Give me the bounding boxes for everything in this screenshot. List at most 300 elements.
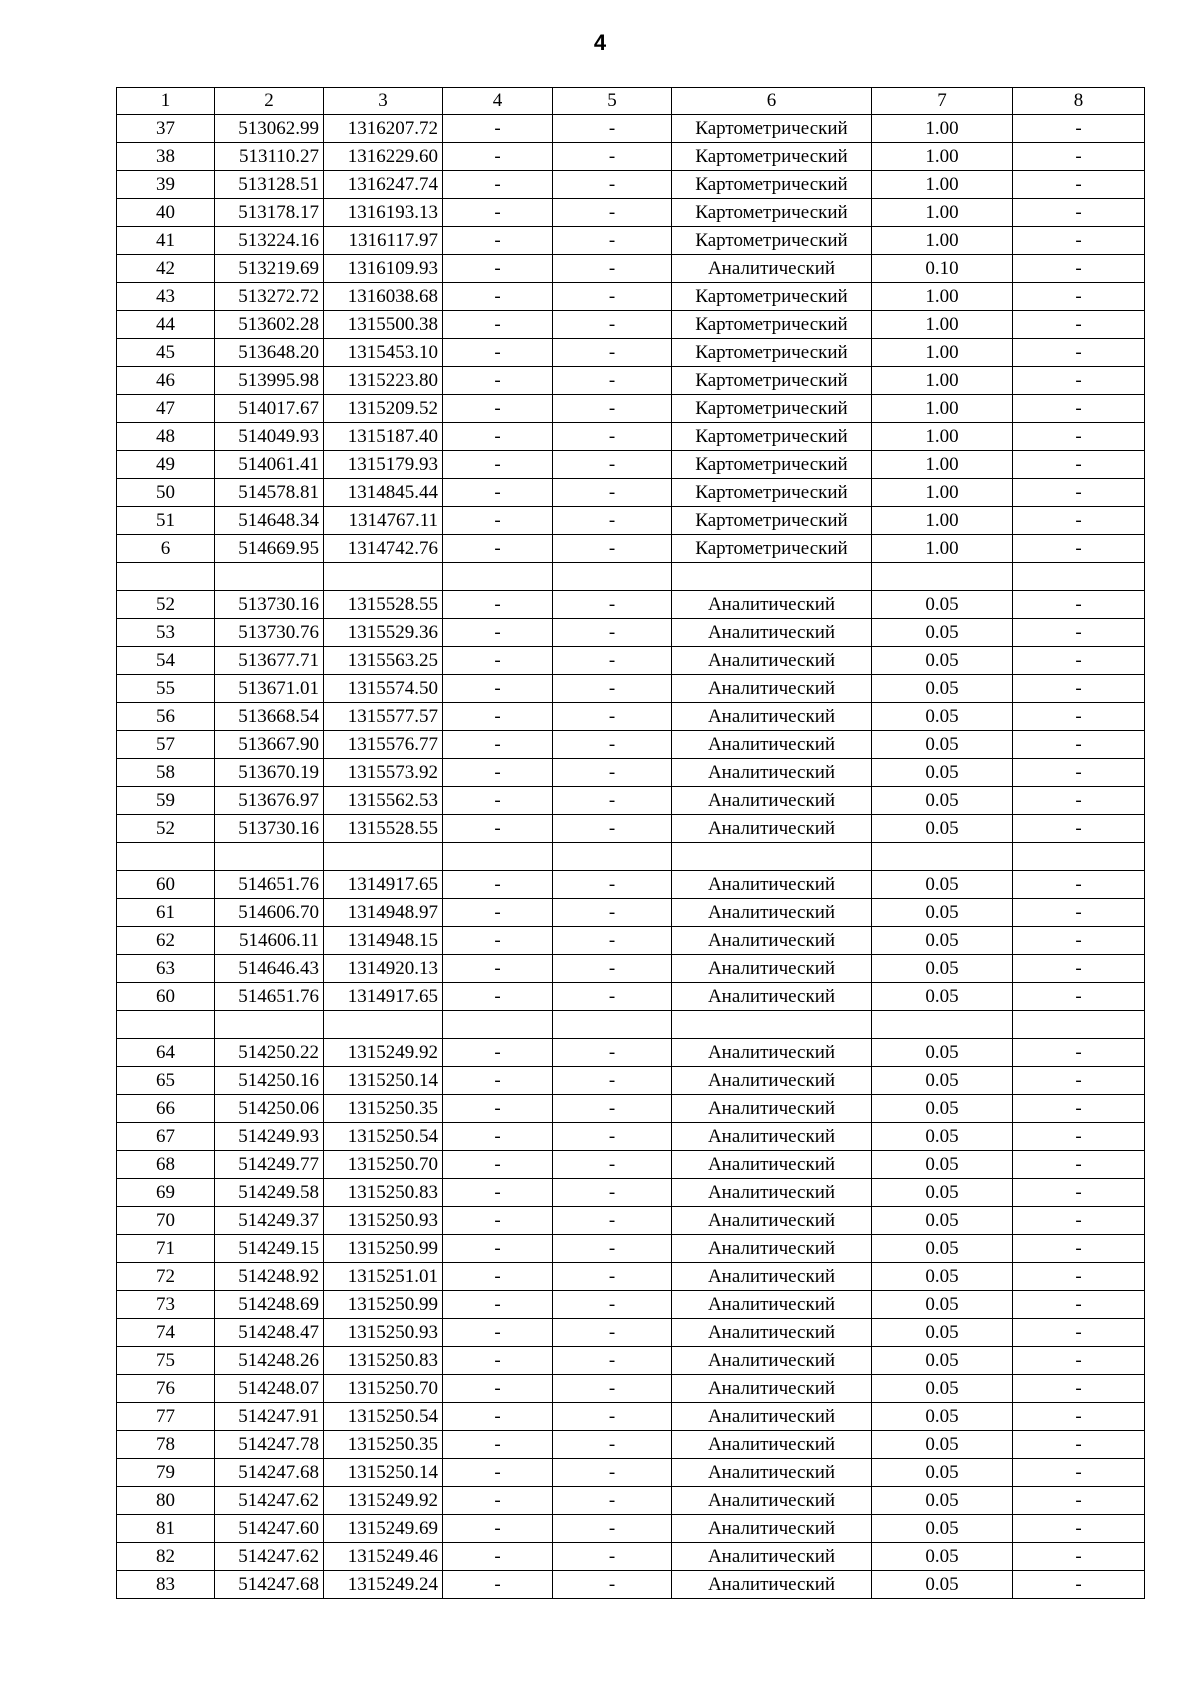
table-row: [117, 1235, 1145, 1263]
table-cell: [672, 1011, 872, 1039]
table-cell: -: [443, 1095, 553, 1123]
table-cell: -: [443, 479, 553, 507]
table-cell: 1.00: [872, 171, 1013, 199]
table-cell: -: [553, 199, 672, 227]
table-cell: [443, 843, 553, 871]
table-cell: 0.05: [872, 1123, 1013, 1151]
table-row: [117, 1431, 1145, 1459]
table-cell: 73: [117, 1291, 215, 1319]
table-row: [117, 423, 1145, 451]
table-cell: -: [443, 451, 553, 479]
table-cell: 78: [117, 1431, 215, 1459]
table-cell: -: [553, 339, 672, 367]
column-header: 5: [553, 88, 672, 115]
table-row: [117, 843, 1145, 871]
table-cell: -: [443, 1515, 553, 1543]
table-cell: 76: [117, 1375, 215, 1403]
table-cell: 69: [117, 1179, 215, 1207]
table-cell: -: [553, 703, 672, 731]
table-cell: -: [553, 1039, 672, 1067]
table-cell: -: [553, 871, 672, 899]
table-cell: 514648.34: [215, 507, 324, 535]
table-cell: 1315250.83: [324, 1179, 443, 1207]
table-cell: 514249.58: [215, 1179, 324, 1207]
table-row: [117, 1263, 1145, 1291]
table-cell: 1315187.40: [324, 423, 443, 451]
table-cell: -: [1013, 143, 1145, 171]
table-cell: 513730.16: [215, 591, 324, 619]
table-cell: -: [553, 1515, 672, 1543]
table-row: [117, 563, 1145, 591]
table-cell: Аналитический: [672, 899, 872, 927]
table-row: [117, 899, 1145, 927]
table-cell: [553, 843, 672, 871]
table-cell: 1.00: [872, 507, 1013, 535]
column-header: 7: [872, 88, 1013, 115]
table-cell: 1314948.15: [324, 927, 443, 955]
table-row: [117, 1375, 1145, 1403]
table-cell: -: [553, 647, 672, 675]
table-row: [117, 955, 1145, 983]
table-cell: [215, 843, 324, 871]
table-cell: 67: [117, 1123, 215, 1151]
table-cell: 1315250.83: [324, 1347, 443, 1375]
table-cell: -: [1013, 255, 1145, 283]
table-cell: [672, 563, 872, 591]
table-cell: 514249.37: [215, 1207, 324, 1235]
table-cell: -: [443, 759, 553, 787]
table-cell: -: [443, 1571, 553, 1599]
table-cell: [872, 843, 1013, 871]
table-cell: 71: [117, 1235, 215, 1263]
table-cell: Аналитический: [672, 871, 872, 899]
table-cell: 514247.62: [215, 1487, 324, 1515]
table-cell: 0.05: [872, 619, 1013, 647]
table-cell: 0.05: [872, 871, 1013, 899]
table-cell: -: [1013, 1095, 1145, 1123]
table-cell: -: [1013, 1039, 1145, 1067]
table-cell: 45: [117, 339, 215, 367]
table-cell: -: [1013, 647, 1145, 675]
table-cell: 1315577.57: [324, 703, 443, 731]
table-cell: -: [443, 1459, 553, 1487]
table-cell: [553, 1011, 672, 1039]
table-cell: 46: [117, 367, 215, 395]
table-cell: Аналитический: [672, 1207, 872, 1235]
table-cell: -: [443, 1375, 553, 1403]
table-cell: 1315250.35: [324, 1431, 443, 1459]
table-cell: -: [443, 1487, 553, 1515]
table-cell: 1315251.01: [324, 1263, 443, 1291]
table-cell: 70: [117, 1207, 215, 1235]
table-cell: 1.00: [872, 339, 1013, 367]
table-row: [117, 199, 1145, 227]
table-cell: -: [553, 1123, 672, 1151]
table-cell: 39: [117, 171, 215, 199]
table-cell: 57: [117, 731, 215, 759]
table-row: [117, 619, 1145, 647]
table-cell: 514250.16: [215, 1067, 324, 1095]
table-cell: -: [553, 451, 672, 479]
table-cell: 1315250.70: [324, 1375, 443, 1403]
table-cell: Аналитический: [672, 1571, 872, 1599]
table-cell: Аналитический: [672, 1543, 872, 1571]
column-header: 8: [1013, 88, 1145, 115]
table-cell: 514248.07: [215, 1375, 324, 1403]
table-cell: 55: [117, 675, 215, 703]
table-row: [117, 255, 1145, 283]
table-row: [117, 871, 1145, 899]
table-cell: Картометрический: [672, 535, 872, 563]
table-row: [117, 311, 1145, 339]
table-cell: 65: [117, 1067, 215, 1095]
table-cell: -: [1013, 535, 1145, 563]
table-cell: -: [553, 1095, 672, 1123]
table-row: [117, 367, 1145, 395]
table-cell: -: [443, 647, 553, 675]
table-cell: 61: [117, 899, 215, 927]
table-cell: -: [1013, 731, 1145, 759]
table-cell: 513677.71: [215, 647, 324, 675]
table-cell: 1315249.92: [324, 1487, 443, 1515]
table-cell: -: [443, 1123, 553, 1151]
table-row: [117, 1543, 1145, 1571]
table-cell: -: [553, 1291, 672, 1319]
table-cell: 0.05: [872, 1543, 1013, 1571]
table-cell: -: [443, 703, 553, 731]
table-cell: -: [553, 1375, 672, 1403]
table-cell: 64: [117, 1039, 215, 1067]
table-cell: -: [553, 1319, 672, 1347]
table-cell: 82: [117, 1543, 215, 1571]
table-cell: 83: [117, 1571, 215, 1599]
table-cell: -: [1013, 1431, 1145, 1459]
table-cell: 513110.27: [215, 143, 324, 171]
table-cell: 1315563.25: [324, 647, 443, 675]
table-cell: Аналитический: [672, 955, 872, 983]
table-cell: -: [553, 1431, 672, 1459]
table-cell: Аналитический: [672, 1151, 872, 1179]
table-cell: 37: [117, 115, 215, 143]
coordinates-table: [116, 87, 1145, 1599]
table-cell: -: [443, 227, 553, 255]
column-header: 3: [324, 88, 443, 115]
table-cell: -: [553, 1571, 672, 1599]
table-cell: -: [1013, 927, 1145, 955]
table-row: [117, 703, 1145, 731]
table-row: [117, 675, 1145, 703]
table-row: [117, 1179, 1145, 1207]
table-cell: -: [1013, 675, 1145, 703]
table-cell: Аналитический: [672, 675, 872, 703]
table-cell: -: [1013, 1571, 1145, 1599]
table-cell: 0.05: [872, 675, 1013, 703]
table-cell: 513671.01: [215, 675, 324, 703]
table-cell: -: [443, 1319, 553, 1347]
table-cell: 43: [117, 283, 215, 311]
table-cell: -: [1013, 311, 1145, 339]
table-cell: -: [553, 143, 672, 171]
table-cell: -: [443, 619, 553, 647]
table-cell: -: [553, 423, 672, 451]
table-cell: -: [553, 367, 672, 395]
table-cell: -: [1013, 1123, 1145, 1151]
table-cell: 68: [117, 1151, 215, 1179]
table-cell: -: [553, 787, 672, 815]
table-cell: -: [1013, 1319, 1145, 1347]
table-cell: 514247.68: [215, 1459, 324, 1487]
table-cell: 514247.62: [215, 1543, 324, 1571]
table-cell: -: [443, 1347, 553, 1375]
table-cell: 0.05: [872, 1515, 1013, 1543]
column-header: 1: [117, 88, 215, 115]
table-cell: 0.05: [872, 1487, 1013, 1515]
table-cell: -: [443, 507, 553, 535]
page-number: 4: [593, 30, 607, 55]
table-row: [117, 1011, 1145, 1039]
table-cell: 1.00: [872, 115, 1013, 143]
table-cell: Аналитический: [672, 815, 872, 843]
table-row: [117, 1291, 1145, 1319]
table-cell: 0.05: [872, 983, 1013, 1011]
table-cell: 1315500.38: [324, 311, 443, 339]
table-cell: 513219.69: [215, 255, 324, 283]
table-cell: 0.05: [872, 1403, 1013, 1431]
table-row: [117, 759, 1145, 787]
table-cell: 0.05: [872, 1235, 1013, 1263]
table-cell: 1315209.52: [324, 395, 443, 423]
table-cell: -: [443, 311, 553, 339]
table-cell: -: [443, 171, 553, 199]
table-cell: -: [1013, 1179, 1145, 1207]
table-row: [117, 1095, 1145, 1123]
table-cell: -: [443, 423, 553, 451]
table-cell: 1316038.68: [324, 283, 443, 311]
table-cell: -: [553, 899, 672, 927]
table-cell: 514669.95: [215, 535, 324, 563]
table-cell: -: [1013, 1375, 1145, 1403]
table-cell: 514250.22: [215, 1039, 324, 1067]
column-header: 6: [672, 88, 872, 115]
table-cell: 1.00: [872, 199, 1013, 227]
table-cell: Аналитический: [672, 1095, 872, 1123]
table-cell: 0.05: [872, 955, 1013, 983]
table-cell: -: [443, 115, 553, 143]
table-cell: -: [553, 731, 672, 759]
table-cell: -: [443, 1039, 553, 1067]
table-cell: -: [443, 955, 553, 983]
table-cell: -: [1013, 1235, 1145, 1263]
table-cell: Аналитический: [672, 1123, 872, 1151]
table-cell: -: [553, 1067, 672, 1095]
table-cell: 0.05: [872, 1179, 1013, 1207]
table-cell: -: [553, 1403, 672, 1431]
table-cell: 0.05: [872, 1039, 1013, 1067]
table-cell: 0.10: [872, 255, 1013, 283]
table-cell: -: [1013, 1543, 1145, 1571]
table-cell: 1315250.35: [324, 1095, 443, 1123]
table-cell: Аналитический: [672, 1347, 872, 1375]
table-row: [117, 479, 1145, 507]
table-cell: 1315249.69: [324, 1515, 443, 1543]
table-cell: 81: [117, 1515, 215, 1543]
table-cell: 514247.78: [215, 1431, 324, 1459]
table-row: [117, 1123, 1145, 1151]
table-cell: Картометрический: [672, 115, 872, 143]
table-row: [117, 507, 1145, 535]
table-cell: Картометрический: [672, 423, 872, 451]
table-cell: 1315250.54: [324, 1123, 443, 1151]
table-cell: 1315250.14: [324, 1459, 443, 1487]
table-cell: Картометрический: [672, 479, 872, 507]
table-cell: -: [1013, 1291, 1145, 1319]
table-cell: -: [553, 1235, 672, 1263]
table-row: [117, 1347, 1145, 1375]
table-cell: -: [1013, 1067, 1145, 1095]
table-cell: 1.00: [872, 479, 1013, 507]
table-cell: Аналитический: [672, 1263, 872, 1291]
table-cell: 0.05: [872, 815, 1013, 843]
table-cell: 513730.76: [215, 619, 324, 647]
table-cell: Аналитический: [672, 731, 872, 759]
table-cell: 514249.93: [215, 1123, 324, 1151]
table-cell: -: [443, 1207, 553, 1235]
table-cell: Аналитический: [672, 1431, 872, 1459]
table-cell: 42: [117, 255, 215, 283]
table-row: [117, 1403, 1145, 1431]
table-cell: 0.05: [872, 1319, 1013, 1347]
table-cell: 513648.20: [215, 339, 324, 367]
table-cell: -: [553, 675, 672, 703]
table-row: [117, 1487, 1145, 1515]
table-cell: Аналитический: [672, 1375, 872, 1403]
table-cell: 1315573.92: [324, 759, 443, 787]
table-cell: -: [553, 171, 672, 199]
table-cell: 514247.60: [215, 1515, 324, 1543]
table-cell: 58: [117, 759, 215, 787]
table-row: [117, 395, 1145, 423]
table-cell: 1315576.77: [324, 731, 443, 759]
table-cell: -: [443, 339, 553, 367]
table-cell: -: [1013, 115, 1145, 143]
table-cell: -: [553, 395, 672, 423]
table-cell: [215, 563, 324, 591]
table-cell: 1315249.24: [324, 1571, 443, 1599]
table-cell: -: [443, 1151, 553, 1179]
table-cell: 79: [117, 1459, 215, 1487]
table-cell: 513995.98: [215, 367, 324, 395]
table-cell: 1315529.36: [324, 619, 443, 647]
table-cell: -: [1013, 395, 1145, 423]
table-cell: 1.00: [872, 423, 1013, 451]
table-cell: 514061.41: [215, 451, 324, 479]
table-cell: -: [443, 1543, 553, 1571]
table-cell: -: [553, 1543, 672, 1571]
table-cell: 514249.77: [215, 1151, 324, 1179]
table-cell: [324, 843, 443, 871]
table-cell: 49: [117, 451, 215, 479]
table-cell: [1013, 843, 1145, 871]
table-cell: 47: [117, 395, 215, 423]
table-cell: -: [553, 311, 672, 339]
table-cell: -: [1013, 367, 1145, 395]
table-row: [117, 983, 1145, 1011]
table-cell: Аналитический: [672, 619, 872, 647]
table-cell: -: [1013, 787, 1145, 815]
table-cell: 1315250.14: [324, 1067, 443, 1095]
table-cell: [324, 1011, 443, 1039]
table-cell: 1315250.70: [324, 1151, 443, 1179]
table-cell: -: [1013, 1403, 1145, 1431]
table-cell: -: [443, 927, 553, 955]
table-cell: 513062.99: [215, 115, 324, 143]
table-cell: 1316247.74: [324, 171, 443, 199]
table-cell: Аналитический: [672, 1235, 872, 1263]
table-cell: -: [1013, 1207, 1145, 1235]
table-row: [117, 451, 1145, 479]
table-cell: Аналитический: [672, 591, 872, 619]
table-cell: -: [553, 1459, 672, 1487]
table-cell: 77: [117, 1403, 215, 1431]
table-cell: 0.05: [872, 1431, 1013, 1459]
table-cell: -: [443, 983, 553, 1011]
table-cell: Аналитический: [672, 1515, 872, 1543]
table-cell: -: [1013, 703, 1145, 731]
table-cell: 62: [117, 927, 215, 955]
table-row: [117, 535, 1145, 563]
table-row: [117, 815, 1145, 843]
table-row: [117, 1039, 1145, 1067]
table-cell: 514249.15: [215, 1235, 324, 1263]
table-cell: [1013, 1011, 1145, 1039]
table-cell: 0.05: [872, 899, 1013, 927]
table-cell: [443, 1011, 553, 1039]
table-cell: [872, 563, 1013, 591]
table-row: [117, 339, 1145, 367]
table-cell: Аналитический: [672, 1459, 872, 1487]
table-cell: 1.00: [872, 143, 1013, 171]
table-cell: -: [553, 535, 672, 563]
table-cell: 514250.06: [215, 1095, 324, 1123]
table-cell: 513602.28: [215, 311, 324, 339]
table-cell: Картометрический: [672, 507, 872, 535]
table-cell: [117, 563, 215, 591]
table-cell: 1315179.93: [324, 451, 443, 479]
table-cell: 513670.19: [215, 759, 324, 787]
table-cell: 514248.92: [215, 1263, 324, 1291]
table-cell: -: [553, 1487, 672, 1515]
table-cell: 44: [117, 311, 215, 339]
table-cell: 1315250.54: [324, 1403, 443, 1431]
table-cell: -: [553, 1263, 672, 1291]
table-cell: 1316207.72: [324, 115, 443, 143]
table-cell: 1.00: [872, 367, 1013, 395]
table-cell: 1315562.53: [324, 787, 443, 815]
table-cell: 1315250.99: [324, 1235, 443, 1263]
table-cell: 0.05: [872, 927, 1013, 955]
table-cell: 66: [117, 1095, 215, 1123]
table-cell: Аналитический: [672, 1487, 872, 1515]
table-cell: Аналитический: [672, 647, 872, 675]
table-cell: 1316229.60: [324, 143, 443, 171]
table-cell: 1315249.46: [324, 1543, 443, 1571]
column-header: 2: [215, 88, 324, 115]
table-cell: 1314948.97: [324, 899, 443, 927]
table-cell: Картометрический: [672, 311, 872, 339]
table-cell: -: [443, 731, 553, 759]
table-cell: Картометрический: [672, 339, 872, 367]
table-cell: -: [553, 479, 672, 507]
